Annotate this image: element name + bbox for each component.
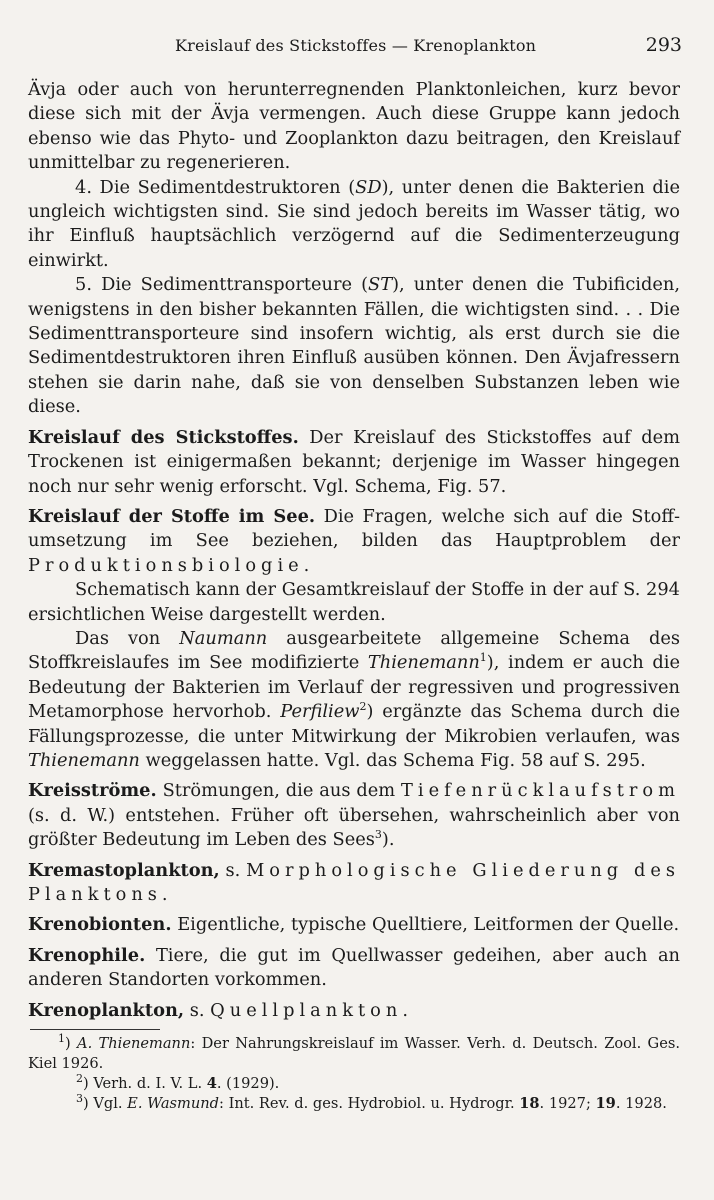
running-title: Kreislauf des Stickstoffes — Krenoplankton	[175, 36, 537, 55]
paragraph-sedimenttransporteure: 5. Die Sedimenttransporteure (ST), unter denen die Tubificiden, wenigstens in den bisher bekannten Fällen, die wichtigsten sind. . . Die Sedimenttransporteure sind insofern wichtig, als erst durch sie die Sedimentdestruktoren ihren Einfluß ausüben können. Den Ävjafressern stehen sie darin nahe, daß sie von denselben Substanzen leben wie diese.	[28, 274, 680, 418]
entry-term: Kreislauf der Stoffe im See.	[28, 505, 316, 527]
footnote-3: $^3$) Vgl. E. Wasmund: Int. Rev. d. ges. Hydrobiol. u. Hydrogr. 18. 1927; 19. 1928.	[76, 1092, 667, 1113]
entry-kreisstroeme: Kreisströme. Strömungen, die aus dem Tiefenrücklaufstrom (s. d. W.) entstehen. Früher oft übersehen, wahrscheinlich aber von größter Bedeutung im Leben des Sees$^3$).	[28, 780, 680, 851]
footnote-2: $^2$) Verh. d. I. V. L. 4. (1929).	[76, 1072, 280, 1093]
paragraph-naumann: Das von Naumann ausgearbeitete allgemeine Schema des Stoffkreislaufes im See modifizierte Thienemann$^1$), indem er auch die Bedeutung der Bakterien im Verlauf der regressiven und progressiven Metamorphose hervorhob. Perfiliew$^2$) ergänzte das Schema durch die Fällungsprozesse, die unter Mitwirkung der Mikrobien verlaufen, was Thienemann weggelassen hatte. Vgl. das Schema Fig. 58 auf S. 295.	[28, 627, 680, 771]
entry-kreislauf-stickstoffes: Kreislauf des Stickstoffes. Der Kreislauf des Stickstoffes auf dem Trockenen ist einigermaßen bekannt; derjenige im Wasser hingegen noch nur sehr wenig erforscht. Vgl. Schema, Fig. 57.	[28, 426, 680, 497]
paragraph-schematisch: Schematisch kann der Gesamtkreislauf der Stoffe in der auf S. 294 ersichtlichen Weise dargestellt werden.	[28, 579, 680, 625]
page-body	[28, 78, 680, 1114]
page-number: 293	[645, 34, 682, 56]
footnote-ref: 1	[479, 651, 487, 665]
entry-term: Kreisströme.	[28, 780, 157, 802]
entry-krenophile: Krenophile. Tiere, die gut im Quellwasser gedeihen, aber auch an anderen Standorten vorkommen.	[28, 944, 680, 991]
entry-term: Krenobionten.	[28, 914, 172, 936]
paragraph-sedimentdestruktoren: 4. Die Sedimentdestruktoren (SD), unter denen die Bakterien die ungleich wichtigsten sind. Sie sind jedoch bereits im Wasser tätig, wo ihr Einfluß hauptsächlich verzögernd auf die Sedimenterzeugung einwirkt.	[28, 176, 680, 271]
entry-term: Krenophile.	[28, 944, 146, 966]
entry-krenoplankton: Krenoplankton, s. Quellplankton.	[28, 999, 408, 1021]
entry-krenobionten: Krenobionten. Eigentliche, typische Quelltiere, Leitformen der Quelle.	[28, 914, 680, 936]
footnote-divider	[30, 1029, 160, 1030]
footnote-1: $^1$) A. Thienemann: Der Nahrungskreislauf im Wasser. Verh. d. Deutsch. Zool. Ges. Kiel 1926.	[28, 1032, 680, 1073]
entry-term: Kreislauf des Stickstoffes.	[28, 426, 299, 448]
entry-term: Kremastoplankton,	[28, 859, 220, 881]
entry-kremastoplankton: Kremastoplankton, s. Morphologische Gliederung des Planktons.	[28, 859, 680, 905]
entry-term: Krenoplankton,	[28, 999, 185, 1021]
footnote-ref: 3	[374, 828, 382, 842]
paragraph-avja: Ävja oder auch von herunterregnenden Planktonleichen, kurz bevor diese sich mit der Ävja vermengen. Auch diese Gruppe kann jedoch ebenso wie das Phyto- und Zooplankton dazu beitragen, den Kreislauf unmittelbar zu regenerieren.	[28, 79, 680, 174]
page-header	[0, 30, 714, 60]
footnote-ref: 2	[359, 700, 367, 714]
entry-kreislauf-stoffe: Kreislauf der Stoffe im See. Die Fragen, welche sich auf die Stoffumsetzung im See beziehen, bilden das Hauptproblem der Produktionsbiologie.	[28, 505, 680, 576]
